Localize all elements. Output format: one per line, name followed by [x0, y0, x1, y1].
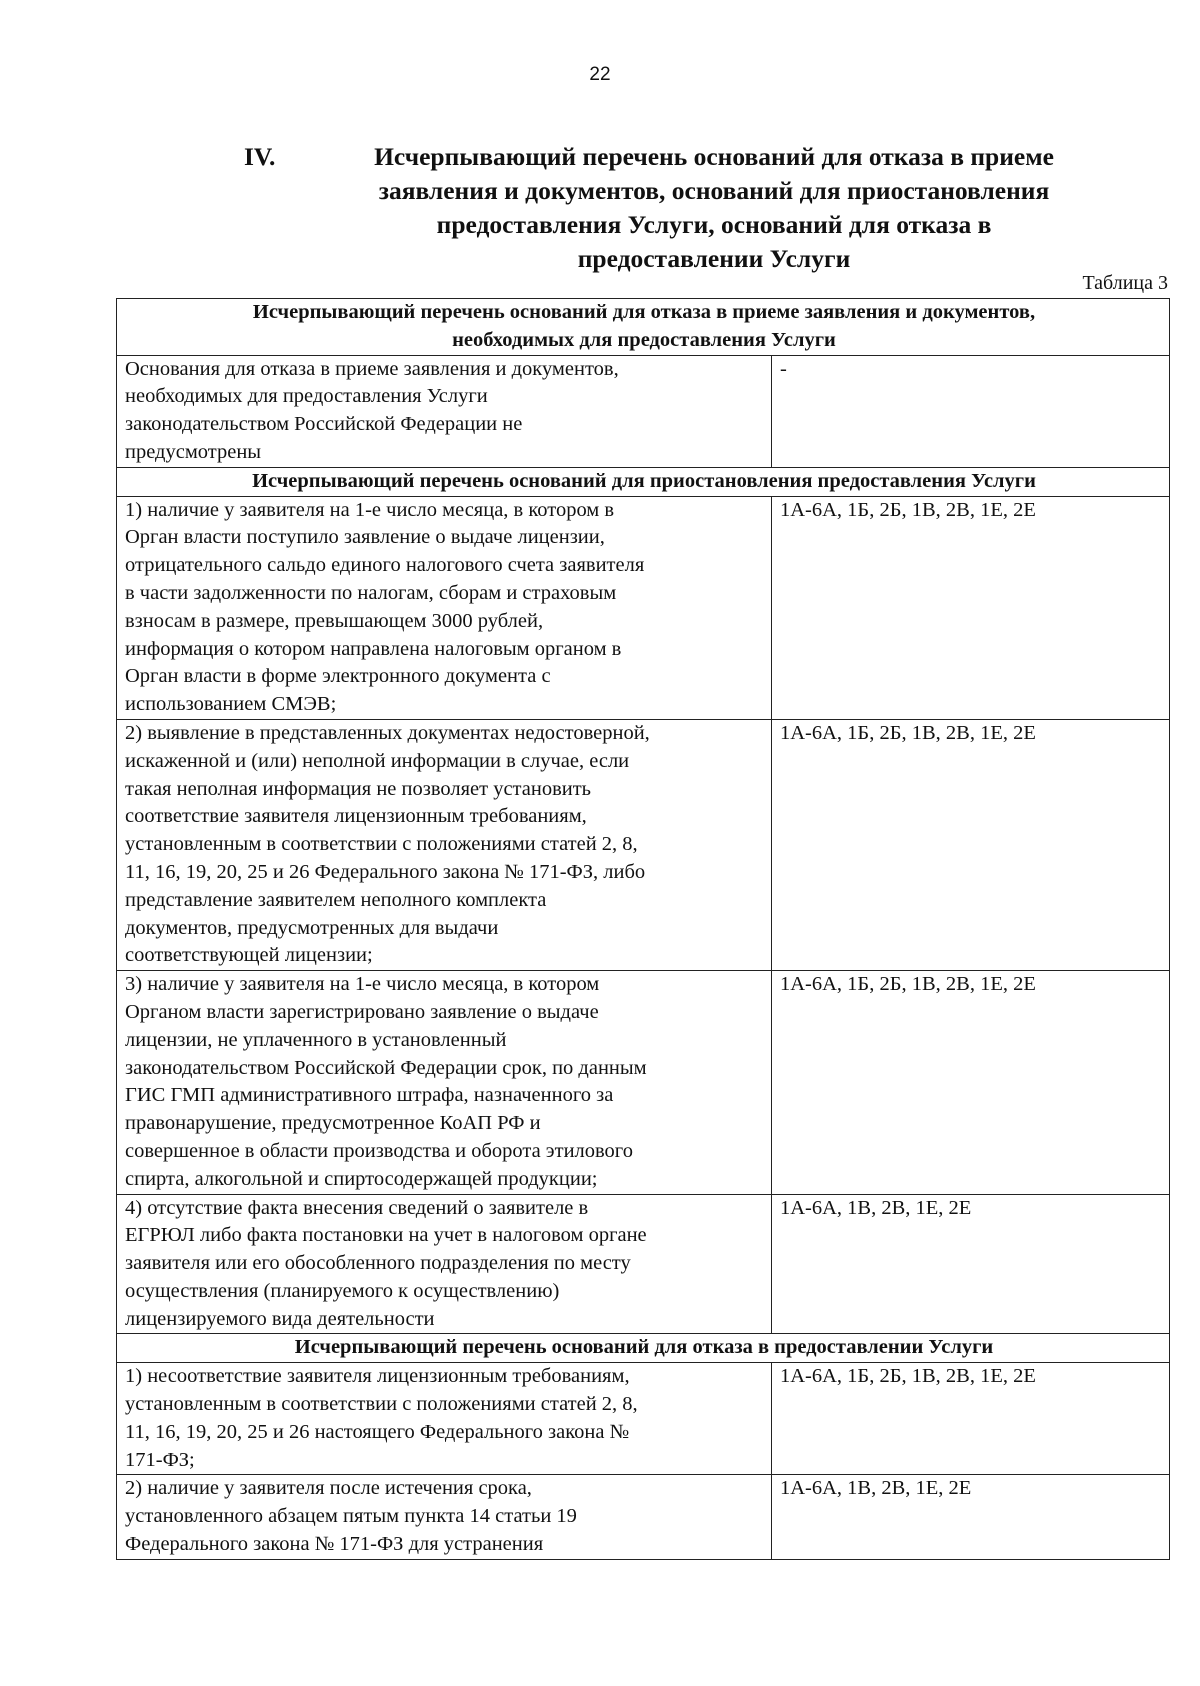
section-title-line: заявления и документов, оснований для приостановления — [378, 176, 1050, 205]
cell-line: лицензируемого вида деятельности — [125, 1307, 435, 1330]
ground-text-cell — [117, 971, 772, 1194]
section-title-line: предоставлении Услуги — [577, 244, 851, 273]
cell-line: 11, 16, 19, 20, 25 и 26 Федерального закона № 171-ФЗ, либо — [125, 860, 646, 883]
cell-line: Органом власти зарегистрировано заявление о выдаче — [125, 1000, 599, 1023]
ground-text-cell — [117, 1194, 772, 1334]
cell-line: информация о котором направлена налоговым органом в — [125, 637, 622, 660]
section-title-line: предоставления Услуги, оснований для отказа в — [436, 210, 992, 239]
cell-line: 1) наличие у заявителя на 1-е число месяца, в котором в — [125, 498, 615, 521]
ground-value-cell: 1А-6А, 1Б, 2Б, 1В, 2В, 1Е, 2Е — [772, 496, 1170, 719]
cell-line: документов, предусмотренных для выдачи — [125, 916, 499, 939]
cell-line: Федерального закона № 171-ФЗ для устранения — [125, 1533, 544, 1556]
group-header-refusal-service — [117, 1334, 1170, 1363]
table-row — [117, 1194, 1170, 1334]
table-row — [117, 719, 1170, 970]
cell-line: такая неполная информация не позволяет установить — [125, 777, 592, 800]
cell-line: заявителя или его обособленного подразделения по месту — [125, 1252, 631, 1275]
cell-line: отрицательного сальдо единого налогового счета заявителя — [125, 554, 645, 577]
cell-line: Орган власти в форме электронного документа с — [125, 665, 551, 688]
cell-line: правонарушение, предусмотренное КоАП РФ и — [125, 1112, 541, 1135]
ground-value-cell: 1А-6А, 1В, 2В, 1Е, 2Е — [772, 1194, 1170, 1334]
cell-line: осуществления (планируемого к осуществлению) — [125, 1279, 560, 1302]
cell-line: искаженной и (или) неполной информации в случае, если — [125, 749, 630, 772]
ground-value-cell: 1А-6А, 1Б, 2Б, 1В, 2В, 1Е, 2Е — [772, 1363, 1170, 1475]
group-header-refusal-acceptance — [117, 299, 1170, 356]
cell-line: установленным в соответствии с положениями статей 2, 8, — [125, 1393, 638, 1416]
cell-line: использованием СМЭВ; — [125, 693, 337, 716]
cell-line: установленным в соответствии с положениями статей 2, 8, — [125, 833, 638, 856]
cell-line: 4) отсутствие факта внесения сведений о заявителе в — [125, 1196, 589, 1219]
cell-line: Основания для отказа в приеме заявления и документов, — [125, 357, 619, 380]
cell-line: 11, 16, 19, 20, 25 и 26 настоящего Федерального закона № — [125, 1420, 630, 1443]
cell-line: в части задолженности по налогам, сборам и страховым — [125, 581, 617, 604]
header-line: Исчерпывающий перечень оснований для отказа в приеме заявления и документов, — [252, 301, 1036, 323]
cell-line: спирта, алкогольной и спиртосодержащей продукции; — [125, 1167, 598, 1190]
grounds-table — [116, 298, 1170, 1560]
cell-line: представление заявителем неполного комплекта — [125, 888, 547, 911]
ground-text-cell — [117, 1363, 772, 1475]
section-title — [204, 140, 1104, 276]
cell-line: взносам в размере, превышающем 3000 рублей, — [125, 609, 544, 632]
cell-line: совершенное в области производства и оборота этилового — [125, 1139, 633, 1162]
ground-value-cell: 1А-6А, 1В, 2В, 1Е, 2Е — [772, 1475, 1170, 1559]
table-label: Таблица 3 — [1082, 272, 1168, 294]
cell-line: законодательством Российской Федерации срок, по данным — [125, 1056, 647, 1079]
header-line: Исчерпывающий перечень оснований для приостановления предоставления Услуги — [252, 469, 1036, 492]
ground-text-cell — [117, 355, 772, 467]
cell-line: 171-ФЗ; — [125, 1448, 195, 1471]
cell-line: установленного абзацем пятым пункта 14 статьи 19 — [125, 1505, 577, 1528]
cell-line: предусмотрены — [125, 440, 262, 463]
section-roman-numeral: IV. — [244, 142, 276, 171]
table-row — [117, 1363, 1170, 1475]
group-header-row — [117, 1334, 1170, 1363]
cell-line: необходимых для предоставления Услуги — [125, 385, 488, 408]
ground-text-cell — [117, 1475, 772, 1559]
cell-line: 2) выявление в представленных документах недостоверной, — [125, 721, 650, 744]
group-header-row — [117, 467, 1170, 496]
table-row — [117, 355, 1170, 467]
ground-value-cell: 1А-6А, 1Б, 2Б, 1В, 2В, 1Е, 2Е — [772, 971, 1170, 1194]
cell-line: соответствующей лицензии; — [125, 944, 373, 967]
group-header-suspension — [117, 467, 1170, 496]
cell-line: 1) несоответствие заявителя лицензионным требованиям, — [125, 1365, 630, 1388]
table-row — [117, 971, 1170, 1194]
cell-line: соответствие заявителя лицензионным требованиям, — [125, 805, 587, 828]
cell-line: ЕГРЮЛ либо факта постановки на учет в налоговом органе — [125, 1224, 647, 1247]
header-line: Исчерпывающий перечень оснований для отказа в предоставлении Услуги — [294, 1336, 994, 1359]
table-row — [117, 1475, 1170, 1559]
section-heading — [244, 140, 1104, 276]
ground-value-cell: 1А-6А, 1Б, 2Б, 1В, 2В, 1Е, 2Е — [772, 719, 1170, 970]
cell-line: законодательством Российской Федерации не — [125, 413, 523, 436]
cell-line: ГИС ГМП административного штрафа, назначенного за — [125, 1084, 614, 1107]
ground-value-cell: - — [772, 355, 1170, 467]
cell-line: 2) наличие у заявителя после истечения срока, — [125, 1477, 532, 1500]
cell-line: Орган власти поступило заявление о выдаче лицензии, — [125, 526, 605, 549]
section-title-line: Исчерпывающий перечень оснований для отказа в приеме — [374, 142, 1054, 171]
header-line: необходимых для предоставления Услуги — [452, 328, 836, 351]
group-header-row — [117, 299, 1170, 356]
table-row — [117, 496, 1170, 719]
cell-line: лицензии, не уплаченного в установленный — [125, 1028, 507, 1051]
ground-text-cell — [117, 719, 772, 970]
ground-text-cell — [117, 496, 772, 719]
page-number: 22 — [589, 64, 611, 85]
cell-line: 3) наличие у заявителя на 1-е число месяца, в котором — [125, 973, 600, 996]
